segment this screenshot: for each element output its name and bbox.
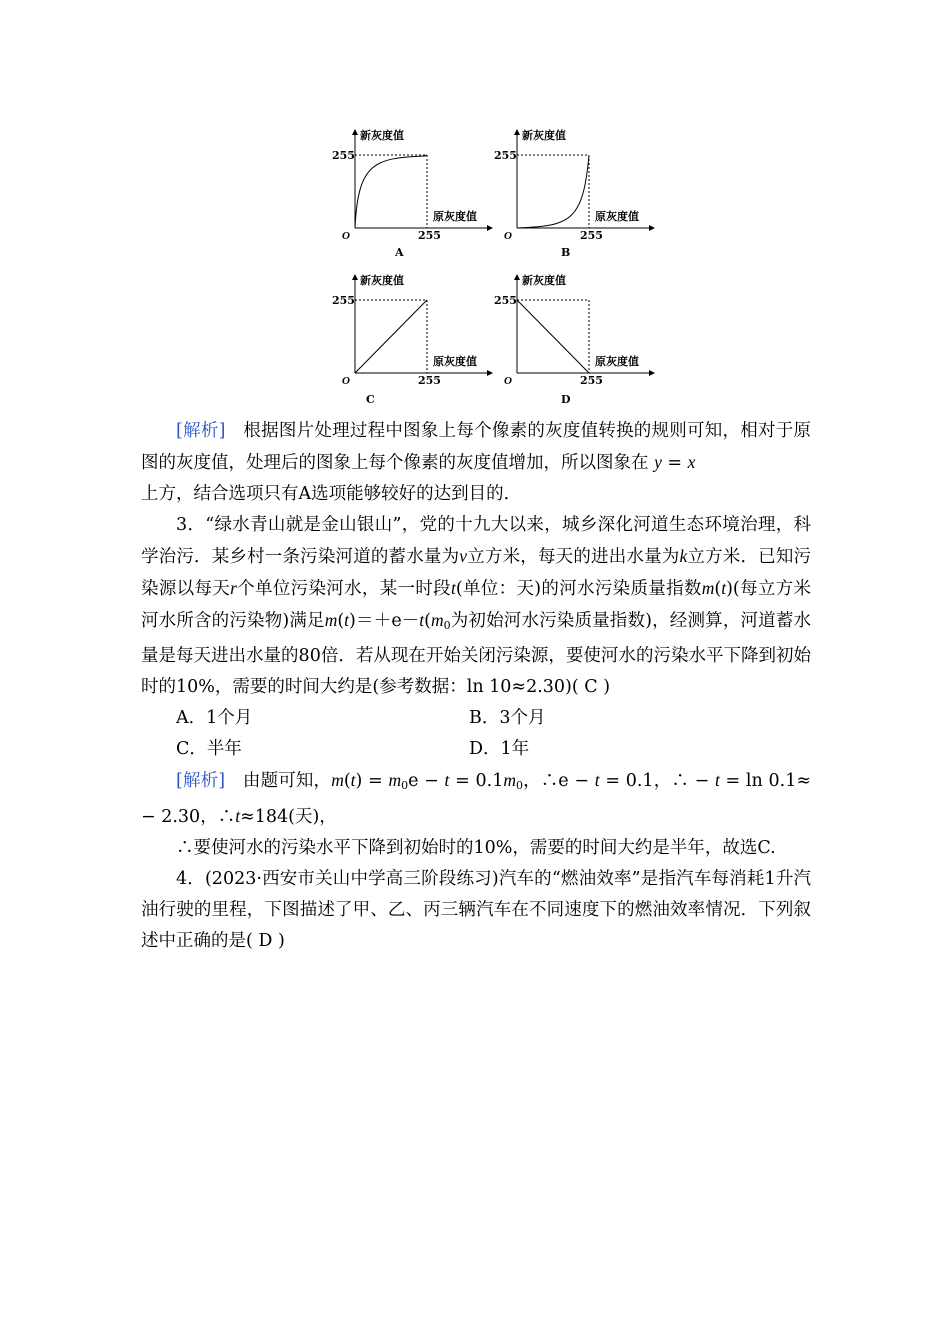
graph-b-y-label: 新灰度值 bbox=[522, 129, 566, 142]
graph-a-origin: O bbox=[342, 230, 350, 242]
graph-b-letter: B bbox=[561, 246, 571, 259]
options-row-2 bbox=[141, 734, 811, 765]
analysis-q2: [解析] 根据图片处理过程中图象上每个像素的灰度值转换的规则可知，相对于原图的灰度值，处理后的图象上每个像素的灰度值增加，所以图象在 y = x 上方，结合选项只有A选项能够较好的达到目的． bbox=[141, 421, 812, 504]
graph-a-curve bbox=[355, 155, 427, 228]
graph-d bbox=[494, 273, 654, 406]
graph-a-y-label: 新灰度值 bbox=[360, 129, 404, 142]
graph-b-origin: O bbox=[504, 230, 512, 242]
question-4: 4．(2023·西安市关山中学高三阶段练习)汽车的“燃油效率”是指汽车每消耗1升汽油行驶的里程，下图描述了甲、乙、丙三辆汽车在不同速度下的燃油效率情况．下列叙述中正确的是( D ) bbox=[141, 869, 811, 951]
option-c: C．半年 bbox=[176, 739, 242, 759]
graph-c-x-tick: 255 bbox=[418, 374, 441, 387]
analysis-tag: [解析] bbox=[176, 421, 226, 441]
option-b: B．3个月 bbox=[469, 708, 546, 728]
body-text bbox=[141, 416, 811, 957]
question-3: 3．“绿水青山就是金山银山”，党的十九大以来，城乡深化河道生态环境治理，科学治污．某乡村一条污染河道的蓄水量为v立方米，每天的进出水量为k立方米．已知污染源以每天r个单位污染河水，某一时段t(单位：天)的河水污染质量指数m(t)(每立方米河水所含的污染物)满足$m(t)=+e-t(m_0$为初始河水污染质量指数)，经测算，河道蓄水量是每天进出水量的80倍．若从现在开始关闭污染源，要使河水的污染水平下降到初始时的10%，需要的时间大约是(参考数据：ln 10≈2.30)( C ) bbox=[141, 515, 812, 697]
graph-d-y-label: 新灰度值 bbox=[522, 274, 566, 287]
graphs-figure bbox=[330, 122, 660, 412]
graph-a-y-tick: 255 bbox=[332, 149, 355, 162]
graph-b bbox=[494, 128, 654, 259]
graph-a bbox=[332, 128, 492, 259]
graph-a-x-tick: 255 bbox=[418, 229, 441, 242]
graph-d-y-tick: 255 bbox=[494, 294, 517, 307]
option-d: D．1年 bbox=[469, 739, 530, 759]
option-a: A．1个月 bbox=[176, 708, 253, 728]
analysis-q3: [解析] 由题可知，$m(t) = m_0e - t = 0.1m_0$，∴e − t = 0.1，∴ − t = ln 0.1≈ − 2.30，∴t≈184(天)， bbox=[141, 770, 812, 827]
graph-b-x-label: 原灰度值 bbox=[595, 210, 639, 223]
analysis-q3-conclusion: ∴要使河水的污染水平下降到初始时的10%，需要的时间大约是半年，故选C. bbox=[176, 838, 776, 858]
options-row-1 bbox=[141, 703, 811, 734]
graph-d-line bbox=[517, 300, 589, 373]
graph-d-x-label: 原灰度值 bbox=[595, 355, 639, 368]
graph-c-y-tick: 255 bbox=[332, 294, 355, 307]
graph-d-letter: D bbox=[561, 393, 571, 406]
graph-d-origin: O bbox=[504, 375, 512, 387]
graph-b-curve bbox=[517, 155, 589, 228]
graph-c-letter: C bbox=[366, 393, 375, 406]
graph-a-letter: A bbox=[395, 246, 404, 259]
graph-c-x-label: 原灰度值 bbox=[433, 355, 477, 368]
graph-b-y-tick: 255 bbox=[494, 149, 517, 162]
graph-c-line bbox=[355, 300, 427, 373]
graph-d-x-tick: 255 bbox=[580, 374, 603, 387]
graph-b-x-tick: 255 bbox=[580, 229, 603, 242]
graph-c-y-label: 新灰度值 bbox=[360, 274, 404, 287]
graph-a-x-label: 原灰度值 bbox=[433, 210, 477, 223]
graph-c-origin: O bbox=[342, 375, 350, 387]
analysis-tag: [解析] bbox=[176, 771, 226, 791]
graph-c bbox=[332, 273, 492, 406]
